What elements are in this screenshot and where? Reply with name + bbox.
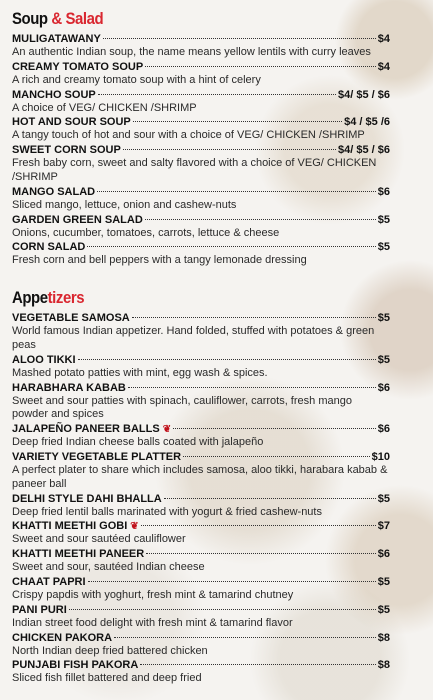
menu-item (12, 353, 390, 381)
chili-icon: ❦ (130, 521, 139, 533)
appetizers-heading (12, 285, 345, 311)
dot-leader (103, 38, 376, 39)
chili-icon: ❦ (162, 424, 172, 436)
dish-price: $5 (377, 312, 390, 325)
dish-description: A rich and creamy tomato soup with a hint of celery (12, 73, 261, 86)
dish-name: CHICKEN PAKORA (12, 631, 113, 644)
dish-name: CREAMY TOMATO SOUP (12, 60, 144, 73)
dish-price: $5 (377, 241, 390, 254)
dot-leader (88, 581, 376, 582)
menu-item-header (12, 519, 390, 533)
dish-description: A perfect plater to share which includes samosa, aloo tikki, harabara kabab & paneer ball (12, 463, 388, 490)
dot-leader (173, 428, 376, 429)
dish-description: North Indian deep fried battered chicken (12, 644, 208, 657)
menu-item-header (12, 32, 390, 46)
menu-item-header (12, 658, 390, 672)
dish-description: Sliced mango, lettuce, onion and cashew-nuts (12, 198, 237, 211)
dot-leader (98, 94, 336, 95)
menu-item-header (12, 603, 390, 617)
dish-description: A choice of VEG/ CHICKEN /SHRIMP (12, 101, 197, 114)
dot-leader (140, 664, 375, 665)
dish-price: $6 (377, 548, 390, 561)
dish-price: $6 (377, 185, 390, 198)
dot-leader (164, 498, 376, 499)
menu-item (12, 240, 390, 268)
dot-leader (128, 387, 376, 388)
menu-item (12, 185, 390, 213)
dish-description: Sweet and sour patties with spinach, cauliflower, carrots, fresh mango powder and spices (12, 394, 352, 421)
menu-item (12, 422, 390, 450)
dish-price: $4/ $5 / $6 (338, 144, 390, 157)
dish-description: Fresh corn and bell peppers with a tangy lemonade dressing (12, 254, 307, 267)
menu-item (12, 213, 390, 241)
menu-item (12, 450, 390, 492)
appetizers-list (12, 311, 390, 686)
dot-leader (183, 456, 370, 457)
menu-item-header (12, 213, 390, 227)
dish-name: MULIGATAWANY (12, 33, 101, 45)
dish-name: ALOO TIKKI (12, 353, 76, 366)
dish-description: Deep fried Indian cheese balls coated with jalapeño (12, 436, 264, 449)
menu-item (12, 88, 390, 116)
dish-description: Onions, cucumber, tomatoes, carrots, lettuce & cheese (12, 226, 280, 239)
menu-item (12, 143, 390, 185)
dish-price: $8 (377, 659, 390, 672)
menu-item-header (12, 311, 390, 325)
dot-leader (132, 317, 376, 318)
dish-name: HOT AND SOUR SOUP (12, 116, 131, 129)
dish-name: GARDEN GREEN SALAD (12, 213, 143, 226)
menu-item-header (12, 575, 390, 589)
menu-item (12, 492, 390, 520)
dish-price: $7 (377, 520, 390, 533)
menu-item (12, 32, 390, 60)
dish-description: Crispy papdis with yoghurt, fresh mint & tamarind chutney (12, 588, 294, 601)
dish-description: Sweet and sour, sautéed Indian cheese (12, 561, 205, 574)
dish-name: JALAPEÑO PANEER BALLS (12, 423, 160, 436)
dish-price: $4 (377, 60, 390, 73)
heading-part-1: Soup (12, 9, 48, 28)
dish-name: VEGETABLE SAMOSA (12, 312, 130, 325)
menu-item (12, 631, 390, 659)
menu-item (12, 115, 390, 143)
dish-price: $4/ $5 / $6 (338, 88, 390, 101)
dish-name: MANCHO SOUP (12, 88, 96, 101)
heading-part-1: Appe (12, 288, 48, 308)
menu-item (12, 519, 390, 547)
soup-salad-list (12, 32, 390, 268)
dish-price: $5 (377, 213, 390, 226)
dish-price: $4 (377, 33, 390, 45)
dish-description: Fresh baby corn, sweet and salty flavored with a choice of VEG/ CHICKEN /SHRIMP (12, 157, 377, 183)
dot-leader (146, 553, 376, 554)
dish-name: VARIETY VEGETABLE PLATTER (12, 450, 182, 463)
dot-leader (145, 66, 376, 67)
heading-part-2: tizers (47, 288, 85, 308)
dot-leader (145, 219, 376, 220)
dish-price: $8 (377, 631, 390, 644)
dish-name: PANI PURI (12, 603, 67, 616)
menu-item-header (12, 547, 390, 561)
menu-item-header (12, 115, 390, 129)
dish-price: $5 (377, 353, 390, 366)
menu-item (12, 547, 390, 575)
dish-description: Deep fried lentil balls marinated with yogurt & fried cashew-nuts (12, 505, 322, 518)
menu-item (12, 603, 390, 631)
dish-price: $5 (377, 603, 390, 616)
dish-price: $5 (377, 575, 390, 588)
dot-leader (78, 359, 376, 360)
dish-name: KHATTI MEETHI GOBI (12, 520, 128, 533)
menu-item-header (12, 143, 390, 157)
menu-item-header (12, 422, 390, 436)
menu-item (12, 311, 390, 353)
dish-name: PUNJABI FISH PAKORA (12, 659, 139, 672)
heading-part-2: & Salad (51, 9, 104, 28)
dish-name: DELHI STYLE DAHI BHALLA (12, 492, 162, 505)
dish-name: KHATTI MEETHI PANEER (12, 548, 145, 561)
dot-leader (123, 149, 336, 150)
soup-salad-heading (12, 6, 345, 32)
dish-description: Mashed potato patties with mint, egg wash & spices. (12, 366, 268, 379)
menu-item (12, 658, 390, 686)
dot-leader (133, 121, 342, 122)
dish-description: A tangy touch of hot and sour with a choice of VEG/ CHICKEN /SHRIMP (12, 129, 365, 142)
dish-price: $6 (377, 423, 390, 436)
dot-leader (114, 637, 376, 638)
menu-item-header (12, 240, 390, 254)
menu-page (12, 6, 390, 686)
dot-leader (97, 191, 376, 192)
menu-item-header (12, 353, 390, 367)
dish-name: CORN SALAD (12, 241, 86, 254)
dish-description: World famous Indian appetizer. Hand folded, stuffed with potatoes & green peas (12, 325, 375, 351)
menu-item-header (12, 450, 390, 464)
menu-item-header (12, 185, 390, 199)
dish-price: $5 (377, 492, 390, 505)
menu-item-header (12, 631, 390, 645)
dish-name: HARABHARA KABAB (12, 381, 126, 394)
dish-description: Sliced fish fillet battered and deep fried (12, 672, 202, 685)
menu-item-header (12, 381, 390, 395)
menu-item (12, 60, 390, 88)
dish-description: Indian street food delight with fresh mint & tamarind flavor (12, 616, 293, 629)
dish-price: $10 (371, 450, 390, 463)
dish-description: An authentic Indian soup, the name means yellow lentils with curry leaves (12, 46, 371, 58)
menu-item-header (12, 60, 390, 74)
dot-leader (87, 246, 375, 247)
dish-description: Sweet and sour sautéed cauliflower (12, 533, 186, 546)
menu-item-header (12, 492, 390, 506)
menu-item (12, 575, 390, 603)
dish-name: CHAAT PAPRI (12, 575, 86, 588)
dish-name: MANGO SALAD (12, 185, 96, 198)
menu-item (12, 381, 390, 423)
dish-price: $4 / $5 /6 (344, 116, 390, 129)
dot-leader (141, 525, 376, 526)
dish-name: SWEET CORN SOUP (12, 144, 121, 157)
dish-price: $6 (377, 381, 390, 394)
dot-leader (69, 609, 376, 610)
menu-item-header (12, 88, 390, 102)
